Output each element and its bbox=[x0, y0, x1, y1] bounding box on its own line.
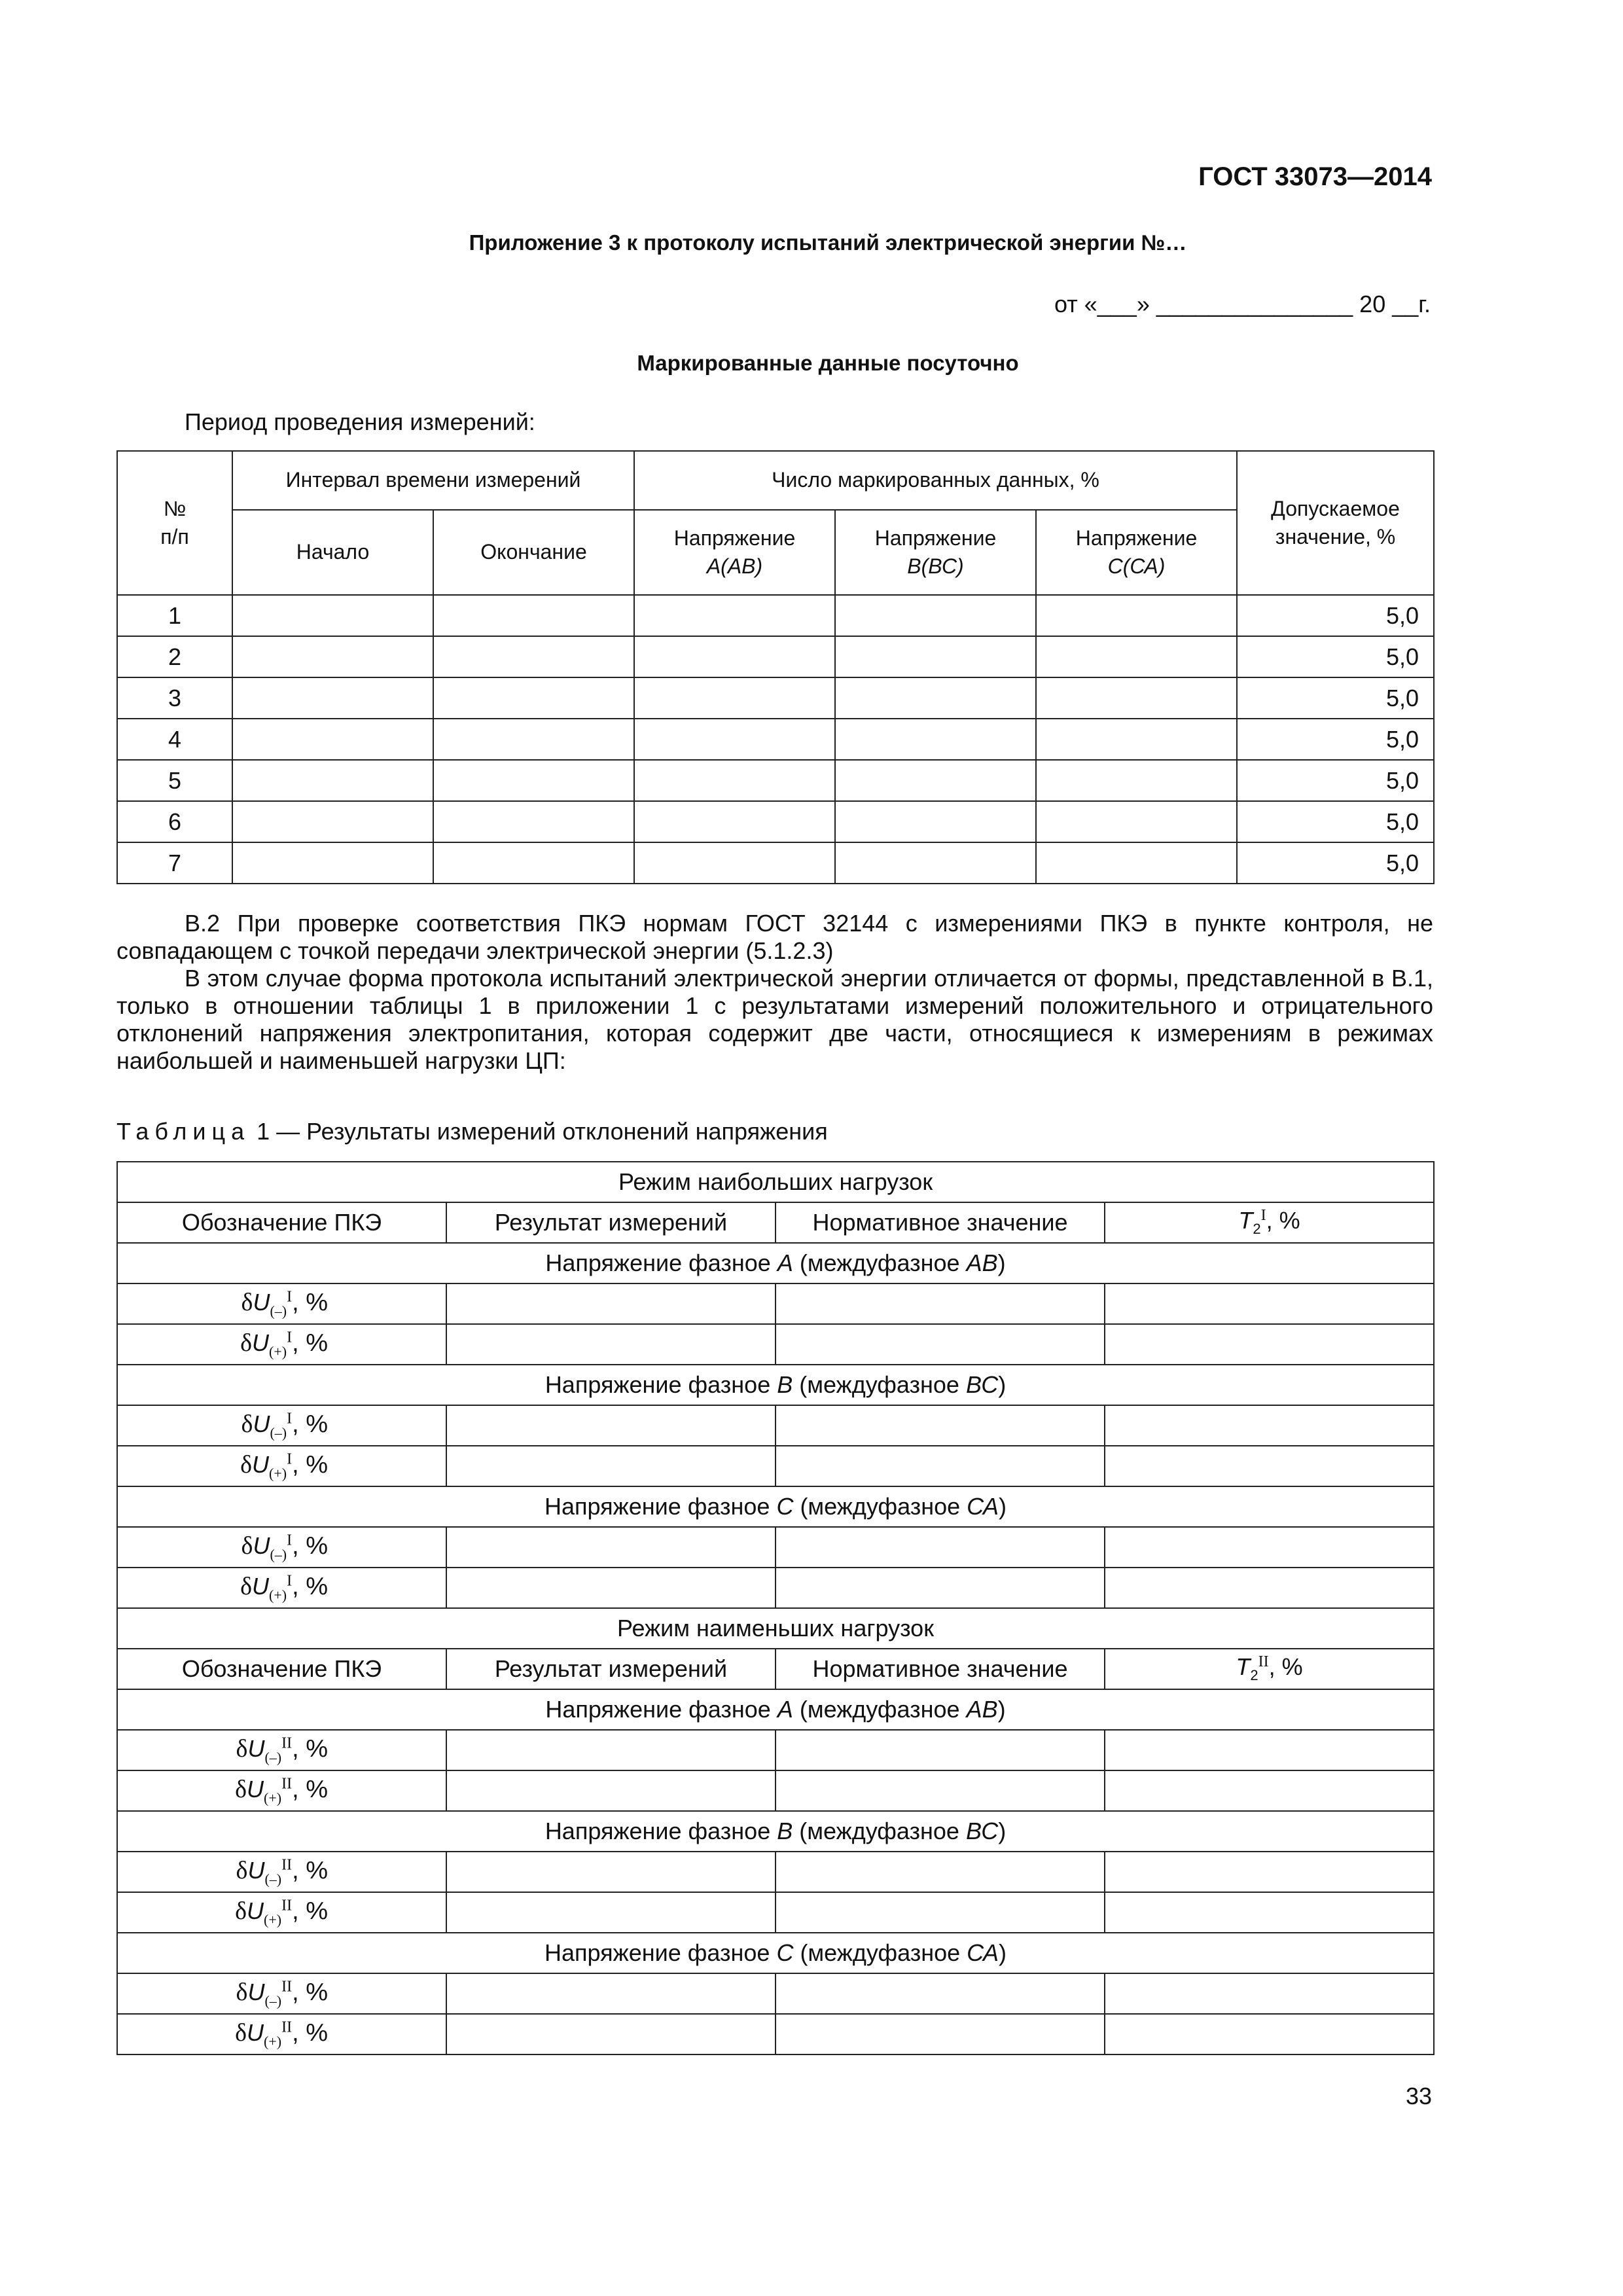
empty-cell[interactable] bbox=[1036, 719, 1237, 760]
marked-data-table bbox=[116, 450, 1435, 884]
table-row bbox=[117, 677, 1434, 719]
empty-cell[interactable] bbox=[1105, 1892, 1434, 1933]
table-row bbox=[117, 842, 1434, 884]
col-t2: $T_2^I$, % bbox=[1105, 1202, 1434, 1243]
phase-row-cell: Напряжение фазное С (междуфазное СА) bbox=[117, 1933, 1434, 1973]
empty-cell[interactable] bbox=[776, 1283, 1105, 1324]
empty-cell[interactable] bbox=[835, 719, 1036, 760]
deviation-row bbox=[117, 1770, 1434, 1811]
deviation-row bbox=[117, 1405, 1434, 1446]
deviation-row bbox=[117, 1568, 1434, 1608]
phase-row bbox=[117, 1486, 1434, 1527]
empty-cell[interactable] bbox=[433, 636, 634, 677]
header-voltage-a: Напряжение А(АВ) bbox=[634, 510, 835, 595]
empty-cell[interactable] bbox=[634, 760, 835, 801]
empty-cell[interactable] bbox=[232, 842, 433, 884]
empty-cell[interactable] bbox=[835, 842, 1036, 884]
empty-cell[interactable] bbox=[446, 2014, 776, 2054]
allowed-value: 5,0 bbox=[1237, 760, 1434, 801]
deviation-designation: $\delta U_{(-)}^{II}$, % bbox=[117, 1730, 446, 1770]
allowed-value: 5,0 bbox=[1237, 595, 1434, 636]
empty-cell[interactable] bbox=[446, 1770, 776, 1811]
deviation-designation: $\delta U_{(+)}^I$, % bbox=[117, 1324, 446, 1365]
empty-cell[interactable] bbox=[776, 1730, 1105, 1770]
deviation-designation: $\delta U_{(-)}^I$, % bbox=[117, 1405, 446, 1446]
empty-cell[interactable] bbox=[634, 595, 835, 636]
header-marked-count: Число маркированных данных, % bbox=[634, 451, 1237, 510]
header-start: Начало bbox=[232, 510, 433, 595]
empty-cell[interactable] bbox=[433, 760, 634, 801]
empty-cell[interactable] bbox=[1105, 1446, 1434, 1486]
empty-cell[interactable] bbox=[1105, 1852, 1434, 1892]
empty-cell[interactable] bbox=[1036, 677, 1237, 719]
deviation-designation: $\delta U_{(-)}^{II}$, % bbox=[117, 1973, 446, 2014]
empty-cell[interactable] bbox=[1036, 595, 1237, 636]
deviation-row bbox=[117, 1973, 1434, 2014]
empty-cell[interactable] bbox=[776, 1405, 1105, 1446]
mode-row-cell: Режим наибольших нагрузок bbox=[117, 1162, 1434, 1202]
phase-row-cell: Напряжение фазное В (междуфазное ВС) bbox=[117, 1811, 1434, 1852]
allowed-value: 5,0 bbox=[1237, 719, 1434, 760]
empty-cell[interactable] bbox=[446, 1527, 776, 1568]
deviation-row bbox=[117, 1527, 1434, 1568]
empty-cell[interactable] bbox=[433, 801, 634, 842]
empty-cell[interactable] bbox=[232, 636, 433, 677]
phase-row bbox=[117, 1933, 1434, 1973]
empty-cell[interactable] bbox=[1036, 636, 1237, 677]
column-header-row bbox=[117, 1202, 1434, 1243]
paragraph-b2: В.2 При проверке соответствия ПКЭ нормам ГОСТ 32144 с измерениями ПКЭ в пункте контроля, не совпадающем с точкой передачи электрической энергии (5.1.2.3) bbox=[116, 910, 1433, 964]
empty-cell[interactable] bbox=[446, 1892, 776, 1933]
table-row bbox=[117, 595, 1434, 636]
row-number: 5 bbox=[117, 760, 232, 801]
col-designation: Обозначение ПКЭ bbox=[117, 1202, 446, 1243]
table-row bbox=[117, 801, 1434, 842]
table-caption: Таблица 1 — Результаты измерений отклонений напряжения bbox=[116, 1118, 828, 1145]
empty-cell[interactable] bbox=[634, 801, 835, 842]
empty-cell[interactable] bbox=[446, 1324, 776, 1365]
col-norm: Нормативное значение bbox=[776, 1649, 1105, 1689]
deviation-row bbox=[117, 1852, 1434, 1892]
paragraph-form-difference: В этом случае форма протокола испытаний электрической энергии отличается от формы, представленной в В.1, только в отношении таблицы 1 в приложении 1 с результатами измерений положительного и отрицательного отклонений напряжения электропитания, которая содержит две части, относящиеся к измерениям в режимах наибольшей и наименьшей нагрузки ЦП: bbox=[116, 965, 1433, 1074]
empty-cell[interactable] bbox=[446, 1730, 776, 1770]
document-code: ГОСТ 33073—2014 bbox=[1198, 162, 1432, 191]
empty-cell[interactable] bbox=[446, 1973, 776, 2014]
empty-cell[interactable] bbox=[433, 595, 634, 636]
empty-cell[interactable] bbox=[776, 1324, 1105, 1365]
deviation-row bbox=[117, 1446, 1434, 1486]
col-norm: Нормативное значение bbox=[776, 1202, 1105, 1243]
deviation-designation: $\delta U_{(+)}^{II}$, % bbox=[117, 1892, 446, 1933]
marked-data-title: Маркированные данные посуточно bbox=[637, 351, 1019, 375]
empty-cell[interactable] bbox=[835, 636, 1036, 677]
empty-cell[interactable] bbox=[433, 719, 634, 760]
date-line: от «___» _______________ 20 __г. bbox=[1054, 291, 1431, 317]
empty-cell[interactable] bbox=[835, 595, 1036, 636]
empty-cell[interactable] bbox=[446, 1568, 776, 1608]
row-number: 1 bbox=[117, 595, 232, 636]
page-number: 33 bbox=[1405, 2083, 1432, 2109]
row-number: 3 bbox=[117, 677, 232, 719]
empty-cell[interactable] bbox=[776, 2014, 1105, 2054]
deviation-designation: $\delta U_{(+)}^{II}$, % bbox=[117, 2014, 446, 2054]
mode-row bbox=[117, 1608, 1434, 1649]
empty-cell[interactable] bbox=[433, 842, 634, 884]
phase-row bbox=[117, 1689, 1434, 1730]
empty-cell[interactable] bbox=[1036, 842, 1237, 884]
phase-row-cell: Напряжение фазное С (междуфазное СА) bbox=[117, 1486, 1434, 1527]
empty-cell[interactable] bbox=[776, 1568, 1105, 1608]
empty-cell[interactable] bbox=[232, 760, 433, 801]
voltage-deviation-table bbox=[116, 1161, 1435, 2055]
phase-row bbox=[117, 1243, 1434, 1283]
empty-cell[interactable] bbox=[1105, 2014, 1434, 2054]
empty-cell[interactable] bbox=[446, 1405, 776, 1446]
empty-cell[interactable] bbox=[776, 1770, 1105, 1811]
deviation-designation: $\delta U_{(-)}^I$, % bbox=[117, 1527, 446, 1568]
allowed-value: 5,0 bbox=[1237, 801, 1434, 842]
empty-cell[interactable] bbox=[776, 1527, 1105, 1568]
deviation-designation: $\delta U_{(-)}^I$, % bbox=[117, 1283, 446, 1324]
col-designation: Обозначение ПКЭ bbox=[117, 1649, 446, 1689]
deviation-row bbox=[117, 1892, 1434, 1933]
col-result: Результат измерений bbox=[446, 1649, 776, 1689]
empty-cell[interactable] bbox=[232, 595, 433, 636]
empty-cell[interactable] bbox=[634, 636, 835, 677]
deviation-designation: $\delta U_{(+)}^I$, % bbox=[117, 1446, 446, 1486]
phase-row-cell: Напряжение фазное А (междуфазное АВ) bbox=[117, 1689, 1434, 1730]
empty-cell[interactable] bbox=[776, 1892, 1105, 1933]
empty-cell[interactable] bbox=[232, 801, 433, 842]
empty-cell[interactable] bbox=[1105, 1568, 1434, 1608]
empty-cell[interactable] bbox=[1105, 1770, 1434, 1811]
empty-cell[interactable] bbox=[446, 1446, 776, 1486]
phase-row-cell: Напряжение фазное В (междуфазное ВС) bbox=[117, 1365, 1434, 1405]
empty-cell[interactable] bbox=[835, 760, 1036, 801]
empty-cell[interactable] bbox=[776, 1852, 1105, 1892]
empty-cell[interactable] bbox=[446, 1283, 776, 1324]
row-number: 6 bbox=[117, 801, 232, 842]
empty-cell[interactable] bbox=[835, 677, 1036, 719]
table-row bbox=[117, 760, 1434, 801]
deviation-row bbox=[117, 1283, 1434, 1324]
empty-cell[interactable] bbox=[835, 801, 1036, 842]
deviation-row bbox=[117, 2014, 1434, 2054]
empty-cell[interactable] bbox=[1036, 760, 1237, 801]
empty-cell[interactable] bbox=[1036, 801, 1237, 842]
row-number: 4 bbox=[117, 719, 232, 760]
appendix-title: Приложение 3 к протоколу испытаний электрической энергии №… bbox=[469, 230, 1187, 255]
mode-row-cell: Режим наименьших нагрузок bbox=[117, 1608, 1434, 1649]
col-result: Результат измерений bbox=[446, 1202, 776, 1243]
empty-cell[interactable] bbox=[1105, 1405, 1434, 1446]
row-number: 2 bbox=[117, 636, 232, 677]
header-number: № п/п bbox=[117, 451, 232, 595]
deviation-row bbox=[117, 1324, 1434, 1365]
header-allowed: Допускаемое значение, % bbox=[1237, 451, 1434, 595]
header-end: Окончание bbox=[433, 510, 634, 595]
phase-row-cell: Напряжение фазное А (междуфазное АВ) bbox=[117, 1243, 1434, 1283]
table-row bbox=[117, 719, 1434, 760]
allowed-value: 5,0 bbox=[1237, 636, 1434, 677]
empty-cell[interactable] bbox=[634, 719, 835, 760]
deviation-designation: $\delta U_{(+)}^I$, % bbox=[117, 1568, 446, 1608]
empty-cell[interactable] bbox=[1105, 1283, 1434, 1324]
empty-cell[interactable] bbox=[1105, 1527, 1434, 1568]
table-row bbox=[117, 636, 1434, 677]
empty-cell[interactable] bbox=[232, 719, 433, 760]
empty-cell[interactable] bbox=[1105, 1973, 1434, 2014]
deviation-row bbox=[117, 1730, 1434, 1770]
header-interval: Интервал времени измерений bbox=[232, 451, 634, 510]
allowed-value: 5,0 bbox=[1237, 842, 1434, 884]
empty-cell[interactable] bbox=[446, 1852, 776, 1892]
empty-cell[interactable] bbox=[634, 677, 835, 719]
row-number: 7 bbox=[117, 842, 232, 884]
phase-row bbox=[117, 1811, 1434, 1852]
col-t2: $T_2^{II}$, % bbox=[1105, 1649, 1434, 1689]
deviation-designation: $\delta U_{(+)}^{II}$, % bbox=[117, 1770, 446, 1811]
empty-cell[interactable] bbox=[634, 842, 835, 884]
empty-cell[interactable] bbox=[776, 1446, 1105, 1486]
empty-cell[interactable] bbox=[232, 677, 433, 719]
allowed-value: 5,0 bbox=[1237, 677, 1434, 719]
header-voltage-c: Напряжение С(СА) bbox=[1036, 510, 1237, 595]
deviation-designation: $\delta U_{(-)}^{II}$, % bbox=[117, 1852, 446, 1892]
mode-row bbox=[117, 1162, 1434, 1202]
empty-cell[interactable] bbox=[776, 1973, 1105, 2014]
empty-cell[interactable] bbox=[1105, 1324, 1434, 1365]
header-voltage-b: Напряжение В(ВС) bbox=[835, 510, 1036, 595]
empty-cell[interactable] bbox=[1105, 1730, 1434, 1770]
empty-cell[interactable] bbox=[433, 677, 634, 719]
phase-row bbox=[117, 1365, 1434, 1405]
body-text bbox=[116, 910, 1433, 1075]
column-header-row bbox=[117, 1649, 1434, 1689]
measurement-period-label: Период проведения измерений: bbox=[185, 408, 535, 435]
